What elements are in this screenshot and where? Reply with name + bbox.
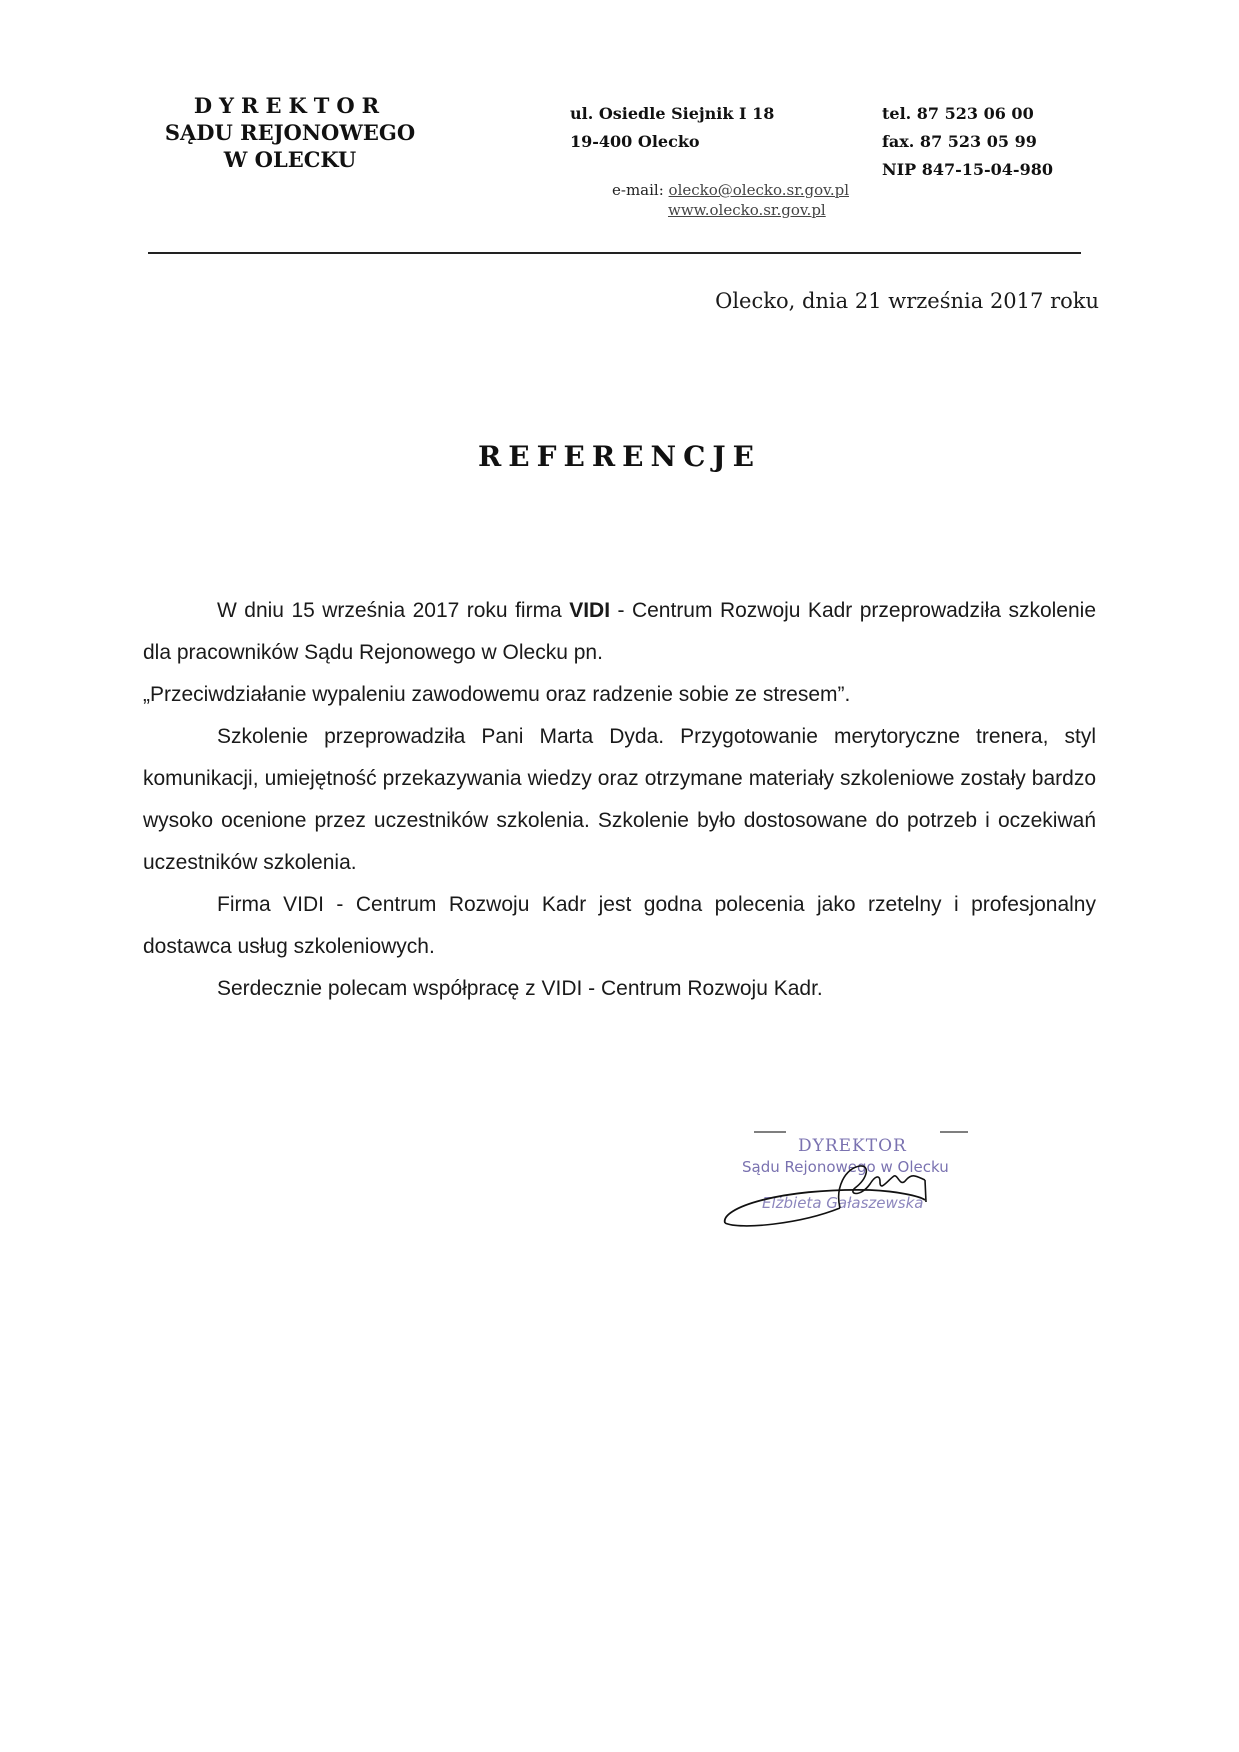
company-name-bold: VIDI bbox=[569, 599, 611, 622]
stamp-institution: Sądu Rejonowego w Olecku bbox=[742, 1158, 949, 1176]
address-street: ul. Osiedle Siejnik I 18 bbox=[570, 104, 775, 123]
letterhead-phones bbox=[882, 100, 1053, 184]
letterhead-institution bbox=[140, 92, 440, 173]
fax-number: fax. 87 523 05 99 bbox=[882, 132, 1037, 151]
document-title: REFERENCJE bbox=[478, 440, 761, 473]
paragraph-3: Firma VIDI - Centrum Rozwoju Kadr jest godna polecenia jako rzetelny i profesjonalny dostawca usług szkoleniowych. bbox=[143, 893, 1096, 958]
address-city: 19-400 Olecko bbox=[570, 132, 700, 151]
p1-text: W dniu 15 września 2017 roku firma bbox=[217, 599, 570, 622]
stamp-signatory: Elżbieta Gałaszewska bbox=[762, 1194, 924, 1212]
letterhead-contact bbox=[612, 180, 849, 220]
p1-text-cont: - Centrum Rozwoju Kadr przeprowadziła szkolenie dla pracowników Sądu Rejonowego w Olecku pn. bbox=[143, 599, 1096, 664]
website-link[interactable]: www.olecko.sr.gov.pl bbox=[668, 201, 826, 219]
header-divider bbox=[148, 252, 1081, 254]
paragraph-2: Szkolenie przeprowadziła Pani Marta Dyda. Przygotowanie merytoryczne trenera, styl komunikacji, umiejętność przekazywania wiedzy oraz otrzymane materiały szkoleniowe zostały bardzo wysoko ocenione przez uczestników szkolenia. Szkolenie było dostosowane do potrzeb i oczekiwań uczestników szkolenia. bbox=[143, 725, 1096, 874]
paragraph-1 bbox=[143, 590, 1096, 674]
email-link[interactable]: olecko@olecko.sr.gov.pl bbox=[668, 181, 849, 199]
email-label: e-mail: bbox=[612, 181, 664, 199]
training-title: „Przeciwdziałanie wypaleniu zawodowemu oraz radzenie sobie ze stresem”. bbox=[143, 683, 851, 706]
tel-number: tel. 87 523 06 00 bbox=[882, 104, 1034, 123]
nip-number: NIP 847-15-04-980 bbox=[882, 160, 1053, 179]
date-line: Olecko, dnia 21 września 2017 roku bbox=[715, 289, 1099, 313]
stamp-title: DYREKTOR bbox=[798, 1136, 907, 1156]
paragraph-4: Serdecznie polecam współpracę z VIDI - Centrum Rozwoju Kadr. bbox=[217, 977, 823, 1000]
institution-line-3: W OLECKU bbox=[223, 147, 357, 172]
institution-line-2: SĄDU REJONOWEGO bbox=[164, 120, 416, 145]
letter-body bbox=[143, 590, 1096, 1010]
signature-stamp bbox=[740, 1118, 970, 1228]
letterhead-address bbox=[570, 100, 774, 156]
handwritten-signature bbox=[720, 1118, 950, 1228]
institution-line-1: DYREKTOR bbox=[193, 93, 387, 118]
